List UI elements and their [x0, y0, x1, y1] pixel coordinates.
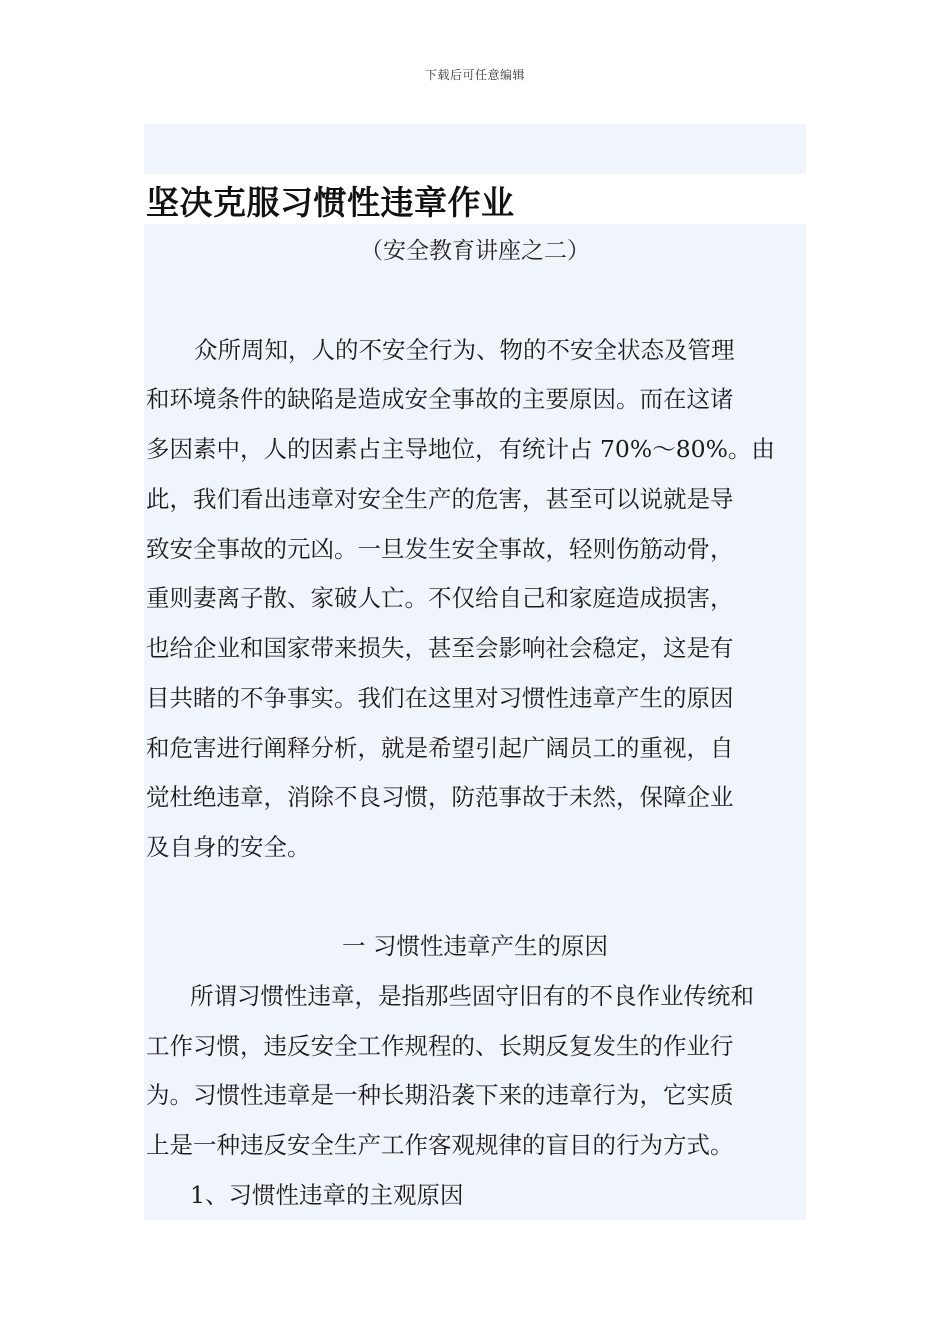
- paragraph-line: 众所周知，人的不安全行为、物的不安全状态及管理: [194, 336, 735, 364]
- paragraph-line: 和环境条件的缺陷是造成安全事故的主要原因。而在这诸: [146, 385, 734, 413]
- paragraph-line: 目共睹的不争事实。我们在这里对习惯性违章产生的原因: [146, 684, 734, 712]
- paragraph-line: 及自身的安全。: [146, 833, 311, 861]
- section-heading: 一 习惯性违章产生的原因: [342, 932, 608, 960]
- paragraph-line: 多因素中，人的因素占主导地位，有统计占 70%～80%。由: [146, 435, 775, 463]
- paragraph-line: 和危害进行阐释分析，就是希望引起广阔员工的重视，自: [146, 734, 734, 762]
- paragraph-line: 觉杜绝违章，消除不良习惯，防范事故于未然，保障企业: [146, 783, 734, 811]
- page-header-note: 下载后可任意编辑: [424, 68, 525, 82]
- paragraph-line: 也给企业和国家带来损失，甚至会影响社会稳定，这是有: [146, 634, 734, 662]
- paragraph-line: 工作习惯，违反安全工作规程的、长期反复发生的作业行: [146, 1032, 734, 1060]
- paragraph-line: 此，我们看出违章对安全生产的危害，甚至可以说就是导: [146, 485, 734, 513]
- paragraph-line: 为。习惯性违章是一种长期沿袭下来的违章行为，它实质: [146, 1081, 734, 1109]
- paragraph-line: 上是一种违反安全生产工作客观规律的盲目的行为方式。: [146, 1131, 734, 1159]
- document-subtitle: （安全教育讲座之二）: [360, 238, 590, 264]
- highlight-band-top: [144, 124, 806, 174]
- subsection-heading: 1、习惯性违章的主观原因: [190, 1181, 464, 1209]
- paragraph-line: 所谓习惯性违章，是指那些固守旧有的不良作业传统和: [190, 982, 754, 1010]
- paragraph-line: 重则妻离子散、家破人亡。不仅给自己和家庭造成损害，: [146, 584, 734, 612]
- highlight-band-content: [144, 224, 806, 1220]
- paragraph-line: 致安全事故的元凶。一旦发生安全事故，轻则伤筋动骨，: [146, 535, 734, 563]
- document-title: 坚决克服习惯性违章作业: [146, 183, 515, 222]
